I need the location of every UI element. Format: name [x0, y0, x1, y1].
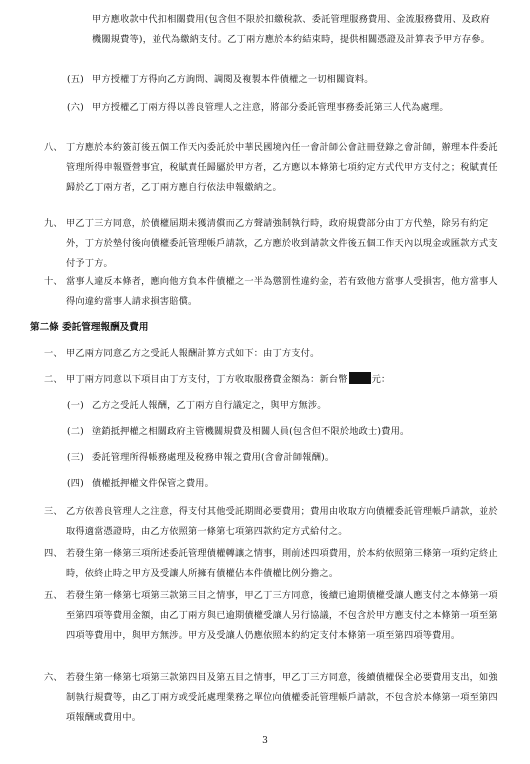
clause-text: 若發生第一條第七項第三款第三目之情事，甲乙丁三方同意，後續已逾期債權受讓人應支付之本條第一項至第四項等費用金額，由乙丁兩方與已逾期債權受讓人另行協議，不包含於甲方應支付之本條第一項至第四項等費用中，與甲方無涉。甲方及受讓人仍應依照本約約定支付本條第一項至第四項等費用。: [66, 590, 498, 641]
clause-marker: (六): [67, 102, 84, 113]
clause-text: 甲方授權乙丁兩方得以善良管理人之注意，將部分委託管理事務委託第三人代為處理。: [92, 102, 449, 113]
page-number: 3: [262, 736, 268, 746]
clause-marker: 五、: [44, 590, 63, 601]
sub-item-text: 債權抵押權文件保管之費用。: [92, 478, 215, 489]
clause-item: [44, 544, 498, 584]
sub-item-marker: (三): [67, 452, 84, 463]
redacted-amount: [349, 372, 371, 384]
sub-item-marker: (二): [67, 426, 84, 437]
clause-item: [44, 272, 498, 312]
clause-item: [44, 138, 498, 198]
sub-item: [67, 448, 498, 468]
clause-text: 甲乙丁三方同意，於債權屆期未獲清償而乙方聲請強制執行時，政府規費部分由丁方代墊，除另有約定外，丁方於墊付後向債權委託管理帳戶請款，乙方應於收到請款文件後五個工作天內以現金或匯款方式支付予丁方。: [66, 218, 498, 269]
sub-item: [67, 474, 498, 494]
intro-paragraph: [92, 10, 498, 50]
clause-item: [67, 70, 498, 90]
clause-marker: 二、: [44, 374, 63, 385]
clause-marker: 四、: [44, 548, 63, 559]
sub-item: [67, 396, 498, 416]
clause-marker: 八、: [44, 142, 63, 153]
clause-marker: 九、: [44, 218, 63, 229]
clause-item: [44, 370, 498, 390]
fee-text-after: 元：: [371, 374, 391, 385]
intro-text: 甲方應收款中代扣相關費用(包含但不限於扣繳稅款、委託管理服務費用、金流服務費用、及政府機關規費等)，並代為繳納支付。乙丁兩方應於本約結束時，提供相關憑證及計算表予甲方存參。: [92, 14, 491, 45]
clause-marker: 三、: [44, 506, 63, 517]
sub-item: [67, 422, 498, 442]
sub-item-marker: (四): [67, 478, 84, 489]
clause-text: 若發生第一條第三項所述委託管理債權轉讓之情事，則前述四項費用，於本約依照第三條第一項約定終止時，依終止時之甲方及受讓人所擁有債權佔本件債權比例分擔之。: [66, 548, 498, 579]
clause-item: [44, 586, 498, 646]
sub-item-marker: (一): [67, 400, 84, 411]
sub-item-text: 塗銷抵押權之相關政府主管機關規費及相關人員(包含但不限於地政士)費用。: [92, 426, 410, 437]
clause-item: [67, 98, 498, 118]
clause-text: 丁方應於本約簽訂後五個工作天內委託於中華民國境內任一會計師公會註冊登錄之會計師，辦理本件委託管理所得申報暨營事宜，稅賦責任歸屬於甲方者，乙方應以本條第七項約定方式代甲方支付之；稅賦責任歸於乙丁兩方者，乙丁兩方應自行依法申報繳納之。: [66, 142, 498, 193]
clause-text: [66, 370, 498, 390]
clause-marker: 一、: [44, 348, 63, 359]
sub-item-text: 乙方之受託人報酬，乙丁兩方自行議定之，與甲方無涉。: [92, 400, 327, 411]
clause-text: 若發生第一條第七項第三款第四目及第五目之情事，甲乙丁三方同意，後續債權保全必要費用支出，如強制執行規費等，由乙丁兩方或受託處理業務之單位向債權委託管理帳戶請款，不包含於本條第一項至第四項報酬或費用中。: [66, 672, 498, 723]
clause-marker: 六、: [44, 672, 63, 683]
fee-text-before: 甲丁兩方同意以下項目由丁方支付，丁方收取服務費金額為：新台幣: [66, 374, 348, 385]
clause-item: [44, 502, 498, 542]
clause-marker: 十、: [44, 276, 63, 287]
clause-item: [44, 344, 498, 364]
article-heading: 第二條 委託管理報酬及費用: [30, 322, 149, 333]
clause-item: [44, 214, 498, 274]
clause-item: [44, 668, 498, 728]
clause-text: 當事人違反本條者，應向他方負本件債權之一半為懲罰性違約金，若有致他方當事人受損害，他方當事人得向違約當事人請求損害賠償。: [66, 276, 498, 307]
sub-item-text: 委託管理所得帳務處理及稅務申報之費用(含會計師報酬)。: [92, 452, 335, 463]
clause-text: 甲乙兩方同意乙方之受託人報酬計算方式如下：由丁方支付。: [66, 348, 320, 359]
clause-text: 乙方依善良管理人之注意，得支付其他受託期間必要費用；費用由收取方向債權委託管理帳戶請款，並於取得適當憑證時，由乙方依照第一條第七項第四款約定方式給付之。: [66, 506, 498, 537]
clause-text: 甲方授權丁方得向乙方詢問、調閱及複製本件債權之一切相關資料。: [92, 74, 374, 85]
clause-marker: (五): [67, 74, 84, 85]
